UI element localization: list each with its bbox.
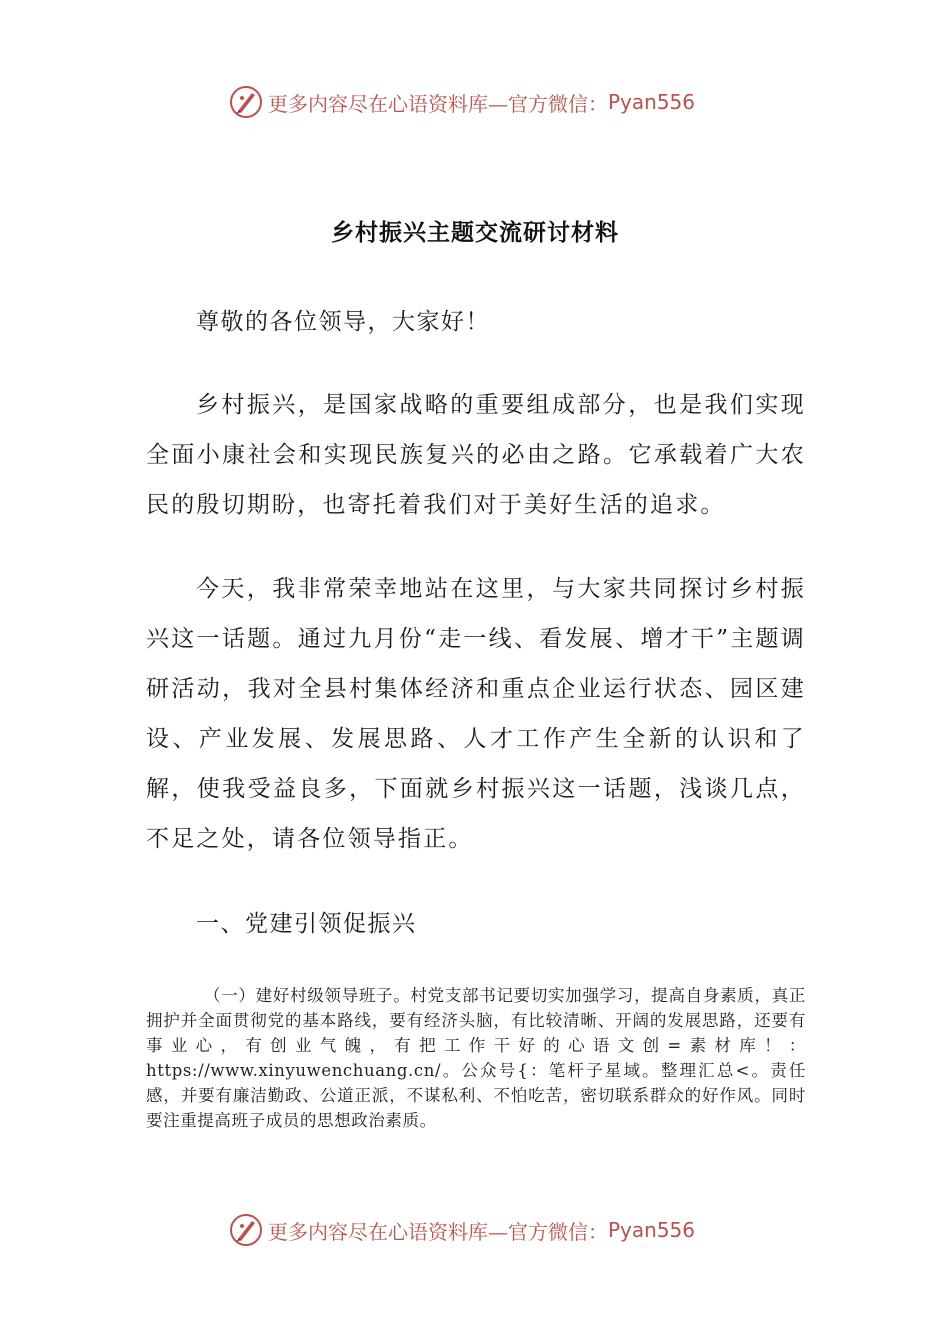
footer-banner xyxy=(0,1210,950,1250)
banner-wechat-id: Pyan556 xyxy=(608,1218,696,1242)
banner-text: 更多内容尽在心语资料库—官方微信： xyxy=(268,1219,608,1244)
salutation: 尊敬的各位领导，大家好！ xyxy=(196,309,490,335)
banner-wechat-id: Pyan556 xyxy=(608,90,696,114)
section-heading: 一、党建引领促振兴 xyxy=(196,911,417,937)
quill-pen-logo-icon xyxy=(228,84,264,120)
document-title: 乡村振兴主题交流研讨材料 xyxy=(331,219,619,246)
body-paragraph: 乡村振兴，是国家战略的重要组成部分，也是我们实现全面小康社会和实现民族复兴的必由之路。它承载着广大农民的殷切期盼，也寄托着我们对于美好生活的追求。 xyxy=(146,392,806,518)
body-paragraph: 今天，我非常荣幸地站在这里，与大家共同探讨乡村振兴这一话题。通过九月份“走一线、看发展、增才干”主题调研活动，我对全县村集体经济和重点企业运行状态、园区建设、产业发展、发展思路、人才工作产生全新的认识和了解，使我受益良多，下面就乡村振兴这一话题，浅谈几点，不足之处，请各位领导指正。 xyxy=(146,576,806,852)
subsection-paragraph: （一）建好村级领导班子。村党支部书记要切实加强学习，提高自身素质，真正拥护并全面贯彻党的基本路线，要有经济头脑，有比较清晰、开阔的发展思路，还要有事业心，有创业气魄，有把工作干好的心语文创=素材库！：https://www.xinyuwenchuang.cn/。公众号{：笔杆子星域。整理汇总<。责任感，并要有廉洁勤政、公道正派，不谋私利、不怕吃苦，密切联系群众的好作风。同时要注重提高班子成员的思想政治素质。 xyxy=(146,986,806,1130)
banner-text: 更多内容尽在心语资料库—官方微信： xyxy=(268,91,608,116)
quill-pen-logo-icon xyxy=(228,1212,264,1248)
header-banner xyxy=(0,82,950,122)
